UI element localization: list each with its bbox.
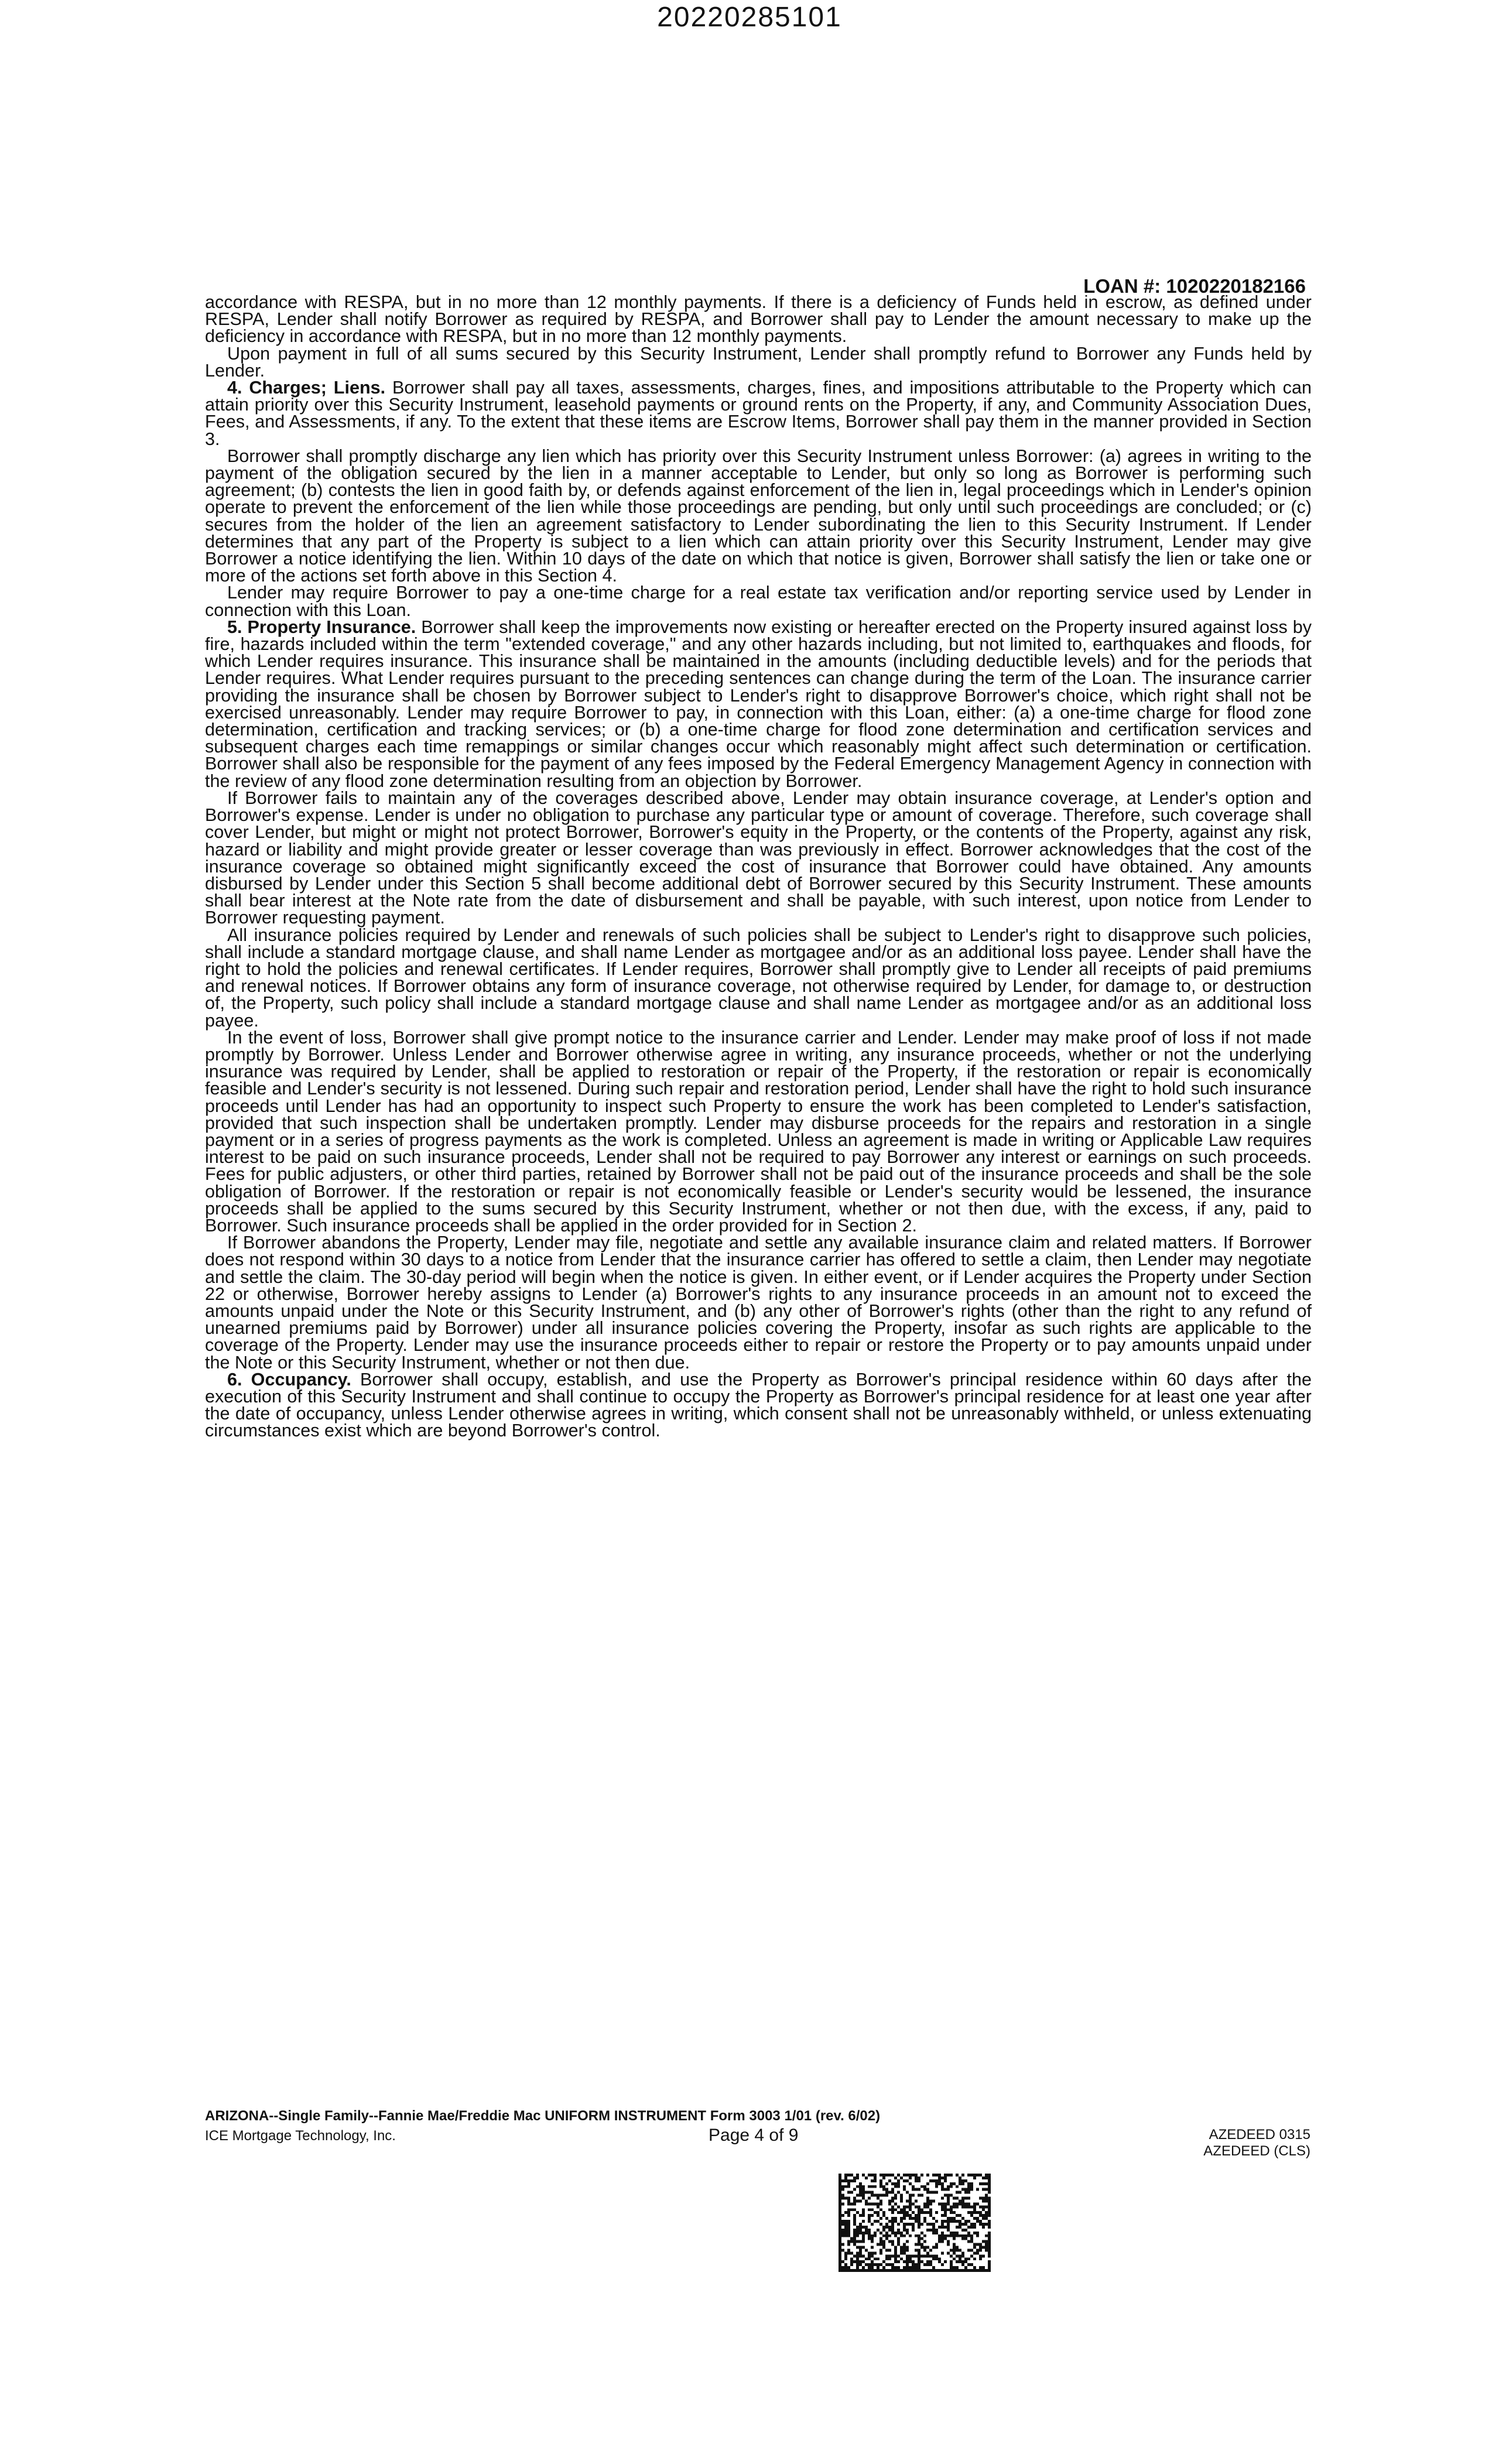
form-code-line-1: AZEDEED 0315 <box>1209 2127 1310 2143</box>
loan-number: LOAN #: 1020220182166 <box>1083 275 1306 297</box>
paragraph-coverage-failure <box>205 790 1312 927</box>
document-body <box>205 294 1312 1440</box>
paragraph-text: Borrower shall promptly discharge any lien which has priority over this Security Instrument unless Borrower: (a) agrees in writing to the payment of the obligation secured by the lien in a manner acceptable to Lender, but only so long as Borrower is performing such agreement; (b) contests the lien in good faith by, or defends against enforcement of the lien in, legal proceedings which in Lender's opinion operate to prevent the enforcement of the lien while those proceedings are pending, but only until such proceedings are concluded; or (c) secures from the holder of the lien an agreement satisfactory to Lender subordinating the lien to this Security Instrument. If Lender determines that any part of the Property is subject to a lien which can attain priority over this Security Instrument, Lender may give Borrower a notice identifying the lien. Within 10 days of the date on which that notice is given, Borrower shall satisfy the lien or take one or more of the actions set forth above in this Section 4. <box>205 446 1312 586</box>
paragraph-text: If Borrower fails to maintain any of the coverages described above, Lender may obtain insurance coverage, at Lender's option and Borrower's expense. Lender is under no obligation to purchase any particular type or amount of coverage. Therefore, such coverage shall cover Lender, but might or might not protect Borrower, Borrower's equity in the Property, or the contents of the Property, against any risk, hazard or liability and might provide greater or lesser coverage than was previously in effect. Borrower acknowledges that the cost of the insurance coverage so obtained might significantly exceed the cost of insurance that Borrower could have obtained. Any amounts disbursed by Lender under this Section 5 shall become additional debt of Borrower secured by this Security Instrument. These amounts shall bear interest at the Note rate from the date of disbursement and shall be payable, with such interest, upon notice from Lender to Borrower requesting payment. <box>205 788 1312 928</box>
paragraph-text: Borrower shall pay all taxes, assessments, charges, fines, and impositions attributable to the Property which can attain priority over this Security Instrument, leasehold payments or ground rents on the Property, if any, and Community Association Dues, Fees, and Assessments, if any. To the extent that these items are Escrow Items, Borrower shall pay them in the manner provided in Section 3. <box>205 378 1312 449</box>
paragraph-text: accordance with RESPA, but in no more than 12 monthly payments. If there is a deficiency of Funds held in escrow, as defined under RESPA, Lender shall notify Borrower as required by RESPA, and Borrower shall pay to Lender the amount necessary to make up the deficiency in accordance with RESPA, but in no more than 12 monthly payments. <box>205 292 1312 347</box>
paragraph-event-of-loss <box>205 1029 1312 1234</box>
paragraph-refund-funds <box>205 345 1312 379</box>
form-title: ARIZONA--Single Family--Fannie Mae/Freddie Mac UNIFORM INSTRUMENT Form 3003 1/01 (rev. 6/02) <box>205 2108 881 2124</box>
section-heading: 5. Property Insurance. <box>227 617 416 637</box>
paragraph-insurance-policies <box>205 927 1312 1029</box>
paragraph-text: In the event of loss, Borrower shall give prompt notice to the insurance carrier and Lender. Lender may make proof of loss if not made promptly by Borrower. Unless Lender and Borrower otherwise agree in writing, any insurance proceeds, whether or not the underlying insurance was required by Lender, shall be applied to restoration or repair of the Property, if the restoration or repair is economically feasible and Lender's security is not lessened. During such repair and restoration period, Lender shall have the right to hold such insurance proceeds until Lender has had an opportunity to inspect such Property to ensure the work has been completed to Lender's satisfaction, provided that such inspection shall be undertaken promptly. Lender may disburse proceeds for the repairs and restoration in a single payment or in a series of progress payments as the work is completed. Unless an agreement is made in writing or Applicable Law requires interest to be paid on such insurance proceeds, Lender shall not be required to pay Borrower any interest or earnings on such proceeds. Fees for public adjusters, or other third parties, retained by Borrower shall not be paid out of the insurance proceeds and shall be the sole obligation of Borrower. If the restoration or repair is not economically feasible or Lender's security would be lessened, the insurance proceeds shall be applied to the sums secured by this Security Instrument, whether or not then due, with the excess, if any, paid to Borrower. Such insurance proceeds shall be applied in the order provided for in Section 2. <box>205 1027 1312 1236</box>
paragraph-text: If Borrower abandons the Property, Lender may file, negotiate and settle any available insurance claim and related matters. If Borrower does not respond within 30 days to a notice from Lender that the insurance carrier has offered to settle a claim, then Lender may negotiate and settle the claim. The 30-day period will begin when the notice is given. In either event, or if Lender acquires the Property under Section 22 or otherwise, Borrower hereby assigns to Lender (a) Borrower's rights to any insurance proceeds in an amount not to exceed the amounts unpaid under the Note or this Security Instrument, and (b) any other of Borrower's rights (other than the right to any refund of unearned premiums paid by Borrower) under all insurance policies covering the Property, insofar as such rights are applicable to the coverage of the Property. Lender may use the insurance proceeds either to repair or restore the Property or to pay amounts unpaid under the Note or this Security Instrument, whether or not then due. <box>205 1233 1312 1373</box>
paragraph-escrow-deficiency <box>205 294 1312 345</box>
paragraph-abandonment <box>205 1234 1312 1371</box>
form-code <box>1203 2127 1310 2160</box>
recording-number: 20220285101 <box>657 2 842 33</box>
paragraph-discharge-lien <box>205 448 1312 585</box>
paragraph-text: All insurance policies required by Lender and renewals of such policies shall be subject to Lender's right to disapprove such policies, shall include a standard mortgage clause, and shall name Lender as mortgagee and/or as an additional loss payee. Lender shall have the right to hold the policies and renewal certificates. If Lender requires, Borrower shall promptly give to Lender all receipts of paid premiums and renewal notices. If Borrower obtains any form of insurance coverage, not otherwise required by Lender, for damage to, or destruction of, the Property, such policy shall include a standard mortgage clause and shall name Lender as mortgagee and/or as an additional loss payee. <box>205 925 1312 1031</box>
paragraph-text: Lender may require Borrower to pay a one-time charge for a real estate tax verification and/or reporting service used by Lender in connection with this Loan. <box>205 583 1312 620</box>
form-code-line-2: AZEDEED (CLS) <box>1203 2143 1310 2159</box>
barcode-2d-icon <box>839 2174 991 2272</box>
vendor-name: ICE Mortgage Technology, Inc. <box>205 2128 396 2144</box>
paragraph-tax-verification <box>205 584 1312 618</box>
paragraph-text: Borrower shall occupy, establish, and use the Property as Borrower's principal residence within 60 days after the execution of this Security Instrument and shall continue to occupy the Property as Borrower's principal residence for at least one year after the date of occupancy, unless Lender otherwise agrees in writing, which consent shall not be unreasonably withheld, or unless extenuating circumstances exist which are beyond Borrower's control. <box>205 1369 1312 1441</box>
section-4-charges-liens <box>205 379 1312 448</box>
paragraph-text: Upon payment in full of all sums secured by this Security Instrument, Lender shall promptly refund to Borrower any Funds held by Lender. <box>205 343 1312 381</box>
paragraph-text: Borrower shall keep the improvements now existing or hereafter erected on the Property insured against loss by fire, hazards included within the term "extended coverage," and any other hazards including, but not limited to, earthquakes and floods, for which Lender requires insurance. This insurance shall be maintained in the amounts (including deductible levels) and for the periods that Lender requires. What Lender requires pursuant to the preceding sentences can change during the term of the Loan. The insurance carrier providing the insurance shall be chosen by Borrower subject to Lender's right to disapprove Borrower's choice, which right shall not be exercised unreasonably. Lender may require Borrower to pay, in connection with this Loan, either: (a) a one-time charge for flood zone determination, certification and tracking services; or (b) a one-time charge for flood zone determination and certification services and subsequent charges each time remappings or similar changes occur which reasonably might affect such determination or certification. Borrower shall also be responsible for the payment of any fees imposed by the Federal Emergency Management Agency in connection with the review of any flood zone determination resulting from an objection by Borrower. <box>205 617 1312 791</box>
section-heading: 4. Charges; Liens. <box>227 378 386 398</box>
page-number: Page 4 of 9 <box>709 2126 799 2145</box>
section-heading: 6. Occupancy. <box>227 1369 351 1390</box>
section-6-occupancy <box>205 1371 1312 1440</box>
section-5-property-insurance <box>205 619 1312 790</box>
